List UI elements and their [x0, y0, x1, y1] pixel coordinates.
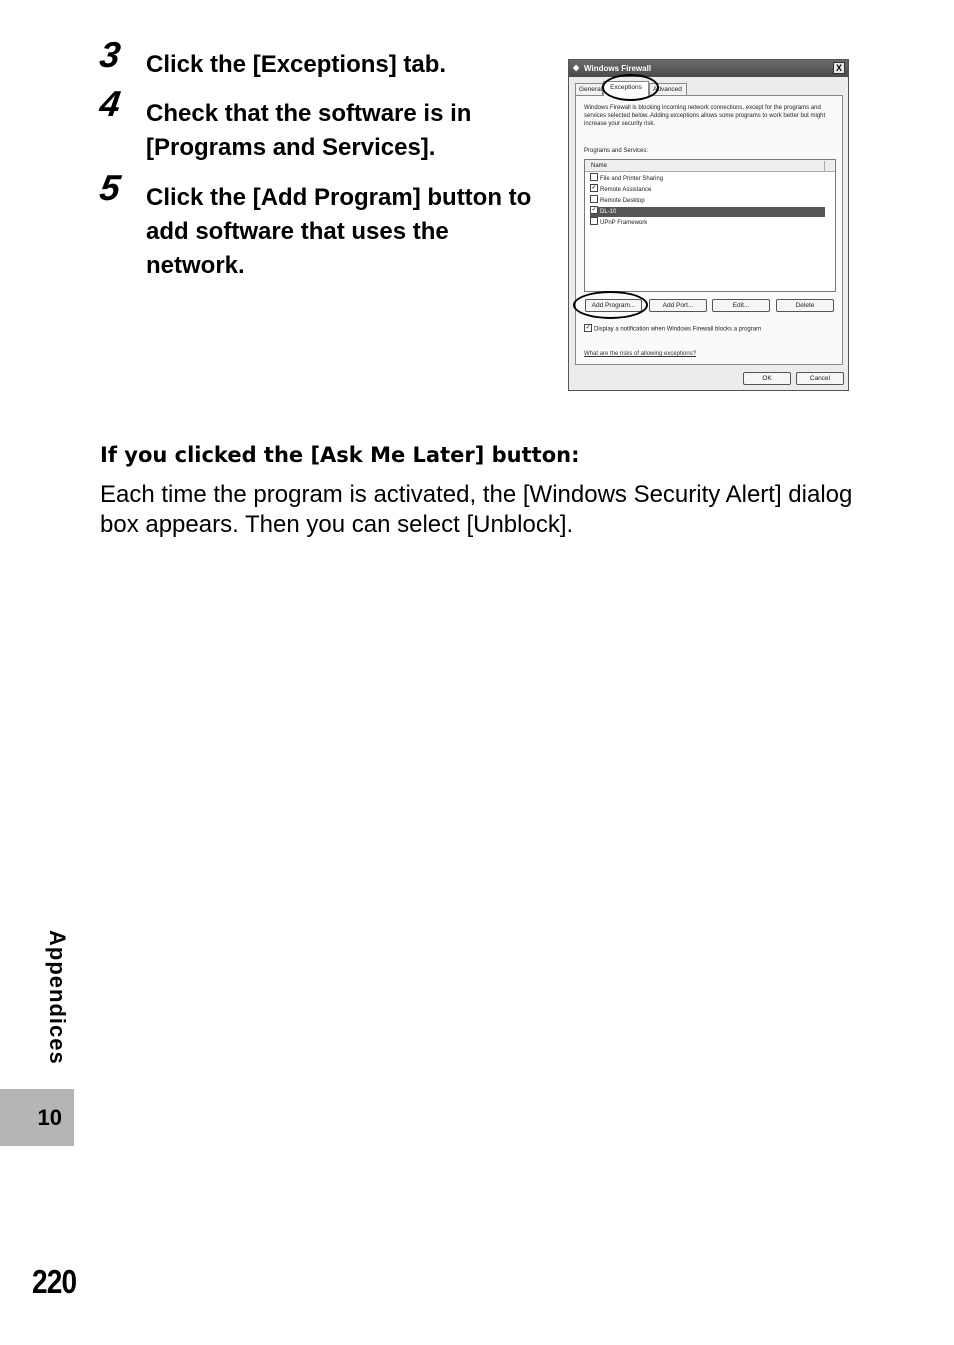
chapter-title: Appendices	[45, 930, 70, 1065]
edit-button[interactable]: Edit...	[712, 299, 770, 312]
step-text: Check that the software is in [Programs and Services].	[146, 100, 472, 161]
firewall-icon: ◆	[573, 63, 580, 72]
column-separator	[824, 161, 825, 171]
chapter-side-label	[36, 930, 76, 1080]
step-5	[97, 167, 550, 283]
close-button[interactable]: X	[833, 62, 845, 74]
notify-option[interactable]	[584, 325, 761, 333]
firewall-description: Windows Firewall is blocking incoming network connections, except for the programs and services selected below. Adding exceptions allows some programs to work better but might increase your security risk.	[584, 105, 826, 127]
windows-firewall-dialog	[568, 59, 849, 391]
delete-button[interactable]: Delete	[776, 299, 834, 312]
list-item-label: UPnP Framework	[600, 220, 648, 226]
cancel-button[interactable]: Cancel	[796, 372, 844, 385]
add-port-button[interactable]: Add Port...	[649, 299, 707, 312]
list-header-label: Name	[591, 163, 608, 169]
dialog-titlebar	[569, 60, 848, 77]
ok-button[interactable]: OK	[743, 372, 791, 385]
list-item[interactable]	[590, 174, 825, 184]
programs-listbox[interactable]	[584, 159, 836, 292]
step-number: 4	[97, 83, 122, 124]
tab-exceptions[interactable]: Exceptions	[603, 81, 649, 96]
checkbox[interactable]	[590, 173, 598, 181]
checkbox[interactable]	[590, 217, 598, 225]
notify-checkbox[interactable]: ✓	[585, 325, 591, 331]
highlight-ring-exceptions	[602, 74, 659, 101]
checkbox[interactable]: ✓	[591, 185, 597, 192]
list-item-label: File and Printer Sharing	[600, 176, 664, 182]
list-item-selected[interactable]	[590, 207, 825, 217]
list-item[interactable]	[590, 196, 825, 206]
list-item[interactable]	[590, 185, 825, 195]
step-text: Click the [Exceptions] tab.	[146, 51, 447, 78]
programs-list-label: Programs and Services:	[584, 148, 649, 154]
add-program-button[interactable]: Add Program...	[585, 299, 642, 312]
step-number: 5	[97, 167, 122, 208]
list-item-label: Remote Assistance	[600, 187, 652, 193]
list-header-name[interactable]	[585, 160, 835, 172]
step-3	[97, 34, 550, 82]
notify-label: Display a notification when Windows Firewall blocks a program	[594, 326, 762, 333]
list-item-label: Remote Desktop	[600, 198, 645, 204]
chapter-number-tab: 10	[0, 1089, 74, 1146]
list-item[interactable]	[590, 218, 825, 228]
dialog-title: Windows Firewall	[584, 64, 652, 73]
section-heading: If you clicked the [Ask Me Later] button:	[100, 443, 580, 467]
page-number: 220	[32, 1263, 77, 1300]
step-text: Click the [Add Program] button to add software that uses the network.	[146, 184, 532, 279]
checkbox[interactable]: ✓	[591, 207, 597, 214]
checkbox[interactable]	[590, 195, 598, 203]
highlight-ring-add-program	[573, 291, 648, 319]
list-item-label: DL-10	[600, 209, 617, 215]
risks-link[interactable]: What are the risks of allowing exceptions?	[584, 351, 697, 357]
step-number: 3	[97, 34, 122, 75]
step-4	[97, 83, 550, 165]
tab-advanced[interactable]: Advanced	[649, 83, 687, 95]
exceptions-panel	[575, 95, 843, 365]
tab-general[interactable]: General	[575, 83, 603, 95]
body-paragraph: Each time the program is activated, the [Windows Security Alert] dialog box appears. Then you can select [Unblock].	[100, 481, 853, 538]
